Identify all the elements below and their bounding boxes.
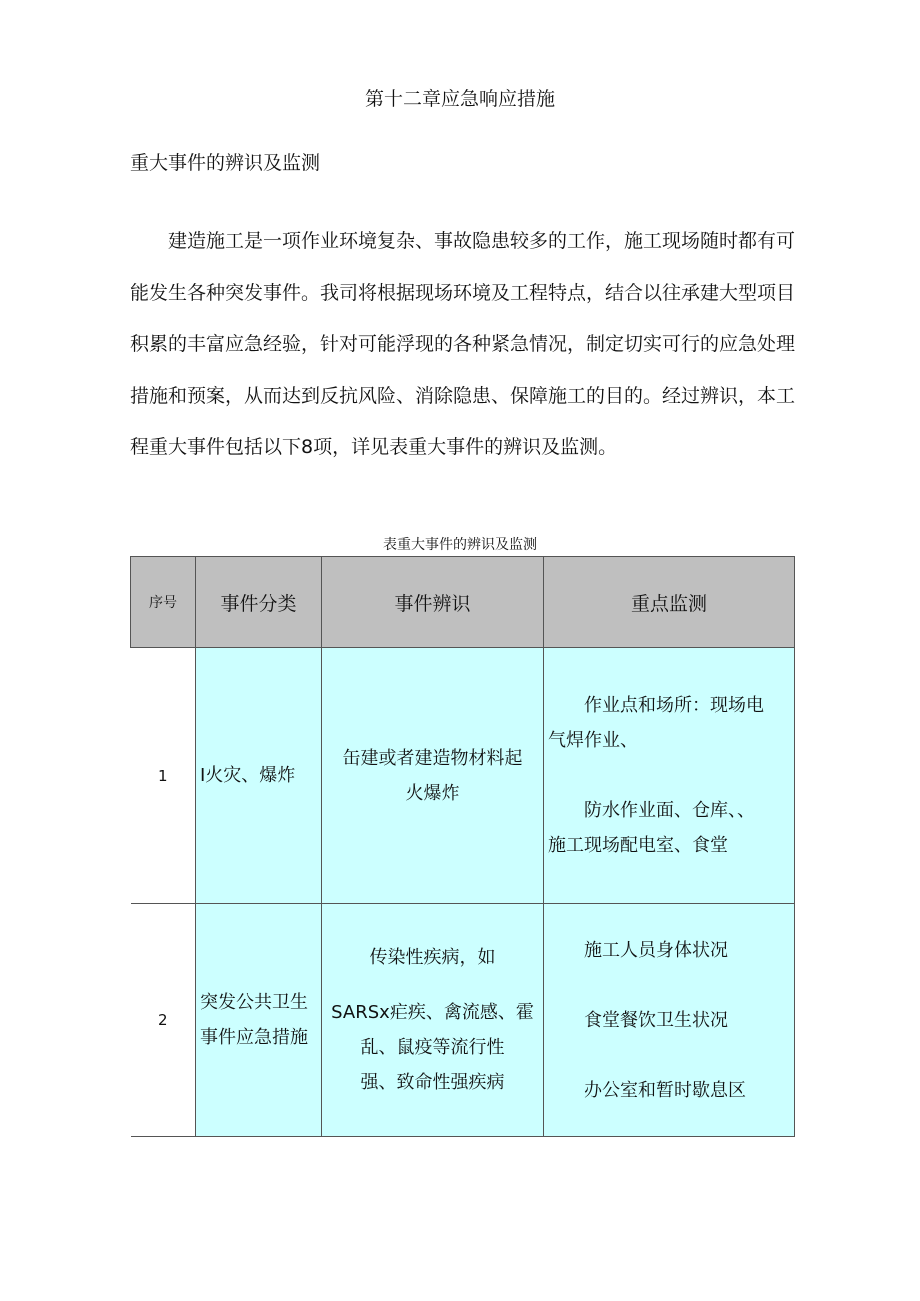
identification-line: 缶建或者建造物材料起: [342, 747, 523, 769]
monitoring-line: 食堂餐饮卫生状况: [584, 1009, 728, 1031]
row-number: 2: [131, 904, 196, 1137]
table-header-row: [131, 557, 795, 648]
monitoring-line: 气焊作业、: [548, 730, 638, 751]
event-category: [196, 904, 322, 1137]
header-category: 事件分类: [196, 557, 322, 648]
event-category-text: 突发公共卫生: [200, 992, 308, 1013]
header-no: 序号: [131, 557, 196, 648]
monitoring-line: 防水作业面、仓库、、: [584, 800, 755, 821]
row-number: 1: [131, 648, 196, 904]
chapter-title: 第十二章应急响应措施: [364, 88, 555, 110]
monitoring-line: 施工现场配电室、食堂: [548, 835, 728, 856]
event-identification: [322, 904, 544, 1137]
table-caption: 表重大事件的辨识及监测: [383, 537, 537, 553]
body-paragraph: 建造施工是一项作业环境复杂、事故隐患较多的工作，施工现场随时都有可能发生各种突发事件。我司将根据现场环境及工程特点，结合以往承建大型项目积累的丰富应急经验，针对可能浮现的各种紧急情况，制定切实可行的应急处理措施和预案，从而达到反抗风险、消除隐患、保障施工的目的。经过辨识，本工程重大事件包括以下8项，详见表重大事件的辨识及监测。: [130, 230, 796, 458]
table-row: [131, 904, 795, 1137]
identification-line: 传染性疾病，如: [369, 947, 496, 968]
event-category: [196, 648, 322, 904]
monitoring-line: 施工人员身体状况: [584, 939, 728, 961]
identification-line: 火爆炸: [405, 782, 460, 804]
monitoring-line: 作业点和场所：现场电: [584, 695, 764, 716]
identification-line: 乱、鼠疫等流行性: [360, 1037, 505, 1058]
identification-line: 强、致命性强疾病: [360, 1072, 505, 1093]
key-monitoring: [544, 648, 795, 904]
monitoring-line: 办公室和暂时歇息区: [584, 1079, 746, 1101]
section-heading: 重大事件的辨识及监测: [130, 152, 321, 174]
event-category-text: I火灾、爆炸: [200, 765, 296, 786]
header-identification: 事件辨识: [322, 557, 544, 648]
event-table: [130, 556, 795, 1137]
identification-line: SARSx疟疾、禽流感、霍: [331, 1002, 534, 1023]
event-category-text: 事件应急措施: [200, 1027, 308, 1048]
table-row: [131, 648, 795, 904]
header-monitoring: 重点监测: [544, 557, 795, 648]
event-identification: [322, 648, 544, 904]
key-monitoring: [544, 904, 795, 1137]
